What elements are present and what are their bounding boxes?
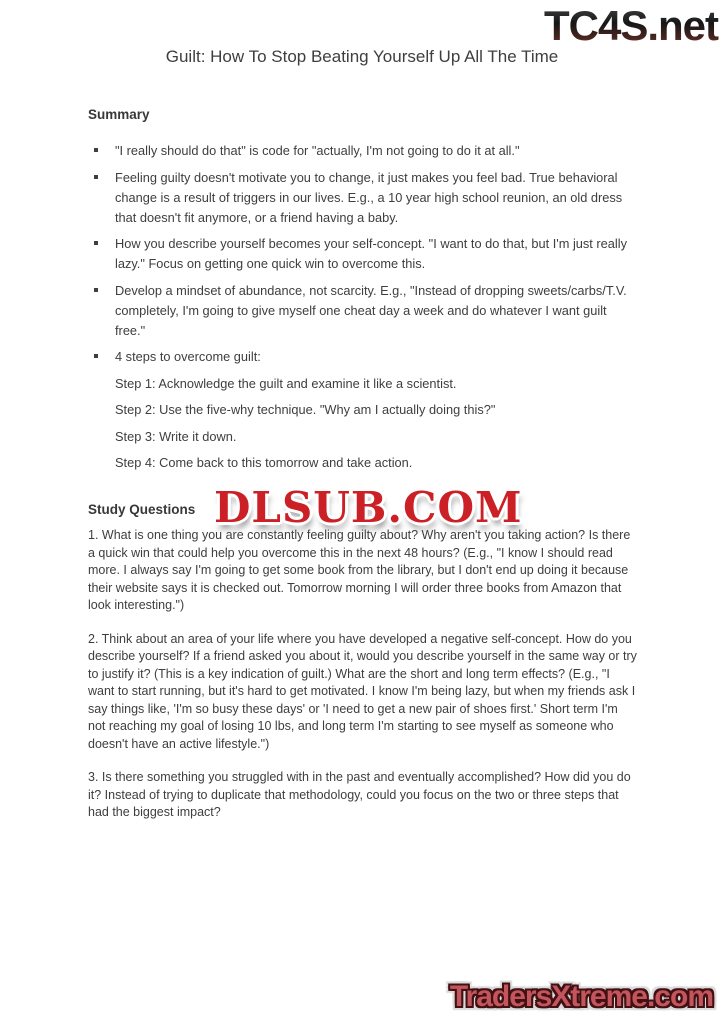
study-question: 1. What is one thing you are constantly feeling guilty about? Why aren't you taking action? Is there a quick win that could help you overcome this in the next 48 hours? (E.g., "I know I should read more. I always say I'm going to get some book from the library, but I don't end up doing it because their website says it is checked out. Tomorrow morning I will order three books from Amazon that look interesting.") xyxy=(88,528,631,612)
summary-bullet xyxy=(88,281,637,341)
summary-bullet-text: "I really should do that" is code for "actually, I'm not going to do it at all." xyxy=(115,143,520,158)
summary-bullet-text: How you describe yourself becomes your self-concept. "I want to do that, but I'm just really lazy." Focus on getting one quick win to overcome this. xyxy=(115,236,627,271)
tc4s-logo-text: TC4S.net xyxy=(543,2,718,46)
bullet-square-icon xyxy=(94,241,98,245)
dlsub-watermark: DLSUB.COM xyxy=(214,483,523,532)
bullet-square-icon xyxy=(94,288,98,292)
document-body xyxy=(88,107,637,822)
step-line: Step 1: Acknowledge the guilt and examine it like a scientist. xyxy=(115,375,457,391)
bullet-square-icon xyxy=(94,148,98,152)
guilt-steps-list xyxy=(88,374,637,474)
summary-bullet xyxy=(88,347,637,367)
tc4s-logo xyxy=(522,0,722,46)
bullet-square-icon xyxy=(94,175,98,179)
bullet-square-icon xyxy=(94,354,98,358)
summary-bullet-text: Feeling guilty doesn't motivate you to change, it just makes you feel bad. True behavioral change is a result of triggers in our lives. E.g., a 10 year high school reunion, an old dress that doesn't fit anymore, or a friend having a baby. xyxy=(115,169,623,225)
summary-bullet-text: 4 steps to overcome guilt: xyxy=(115,349,261,364)
tradersxtreme-logo: TradersXtreme.com xyxy=(449,980,713,1013)
step-line: Step 4: Come back to this tomorrow and take action. xyxy=(115,455,413,470)
summary-bullet xyxy=(88,168,637,228)
step-line: Step 3: Write it down. xyxy=(115,428,237,444)
summary-bullet-text: Develop a mindset of abundance, not scarcity. E.g., "Instead of dropping sweets/carbs/T.V. completely, I'm going to give myself one cheat day a week and do whatever I want guilt free." xyxy=(115,282,627,338)
study-question: 3. Is there something you struggled with in the past and eventually accomplished? How did you do it? Instead of trying to duplicate that methodology, could you focus on the two or three steps that had the biggest impact? xyxy=(88,770,631,819)
summary-bullet xyxy=(88,141,637,161)
study-questions-heading: Study Questions xyxy=(88,502,196,517)
summary-bullet xyxy=(88,234,637,274)
study-question: 2. Think about an area of your life where you have developed a negative self-concept. How do you describe yourself? If a friend asked you about it, would you describe yourself in the same way or try to justify it? (This is a key indication of guilt.) What are the short and long term effects? (E.g., "I want to start running, but it's hard to get motivated. I know I'm being lazy, but when my friends ask I say things like, 'I'm so busy these days' or 'I need to get a new pair of shoes first.' Short term I'm not reaching my goal of losing 10 lbs, and long term I'm starting to see myself as someone who doesn't have an active lifestyle.") xyxy=(88,631,637,751)
page-title: Guilt: How To Stop Beating Yourself Up All The Time xyxy=(165,47,559,66)
summary-heading: Summary xyxy=(88,107,150,122)
step-line: Step 2: Use the five-why technique. "Why am I actually doing this?" xyxy=(115,402,496,417)
summary-bullet-list xyxy=(88,141,637,367)
